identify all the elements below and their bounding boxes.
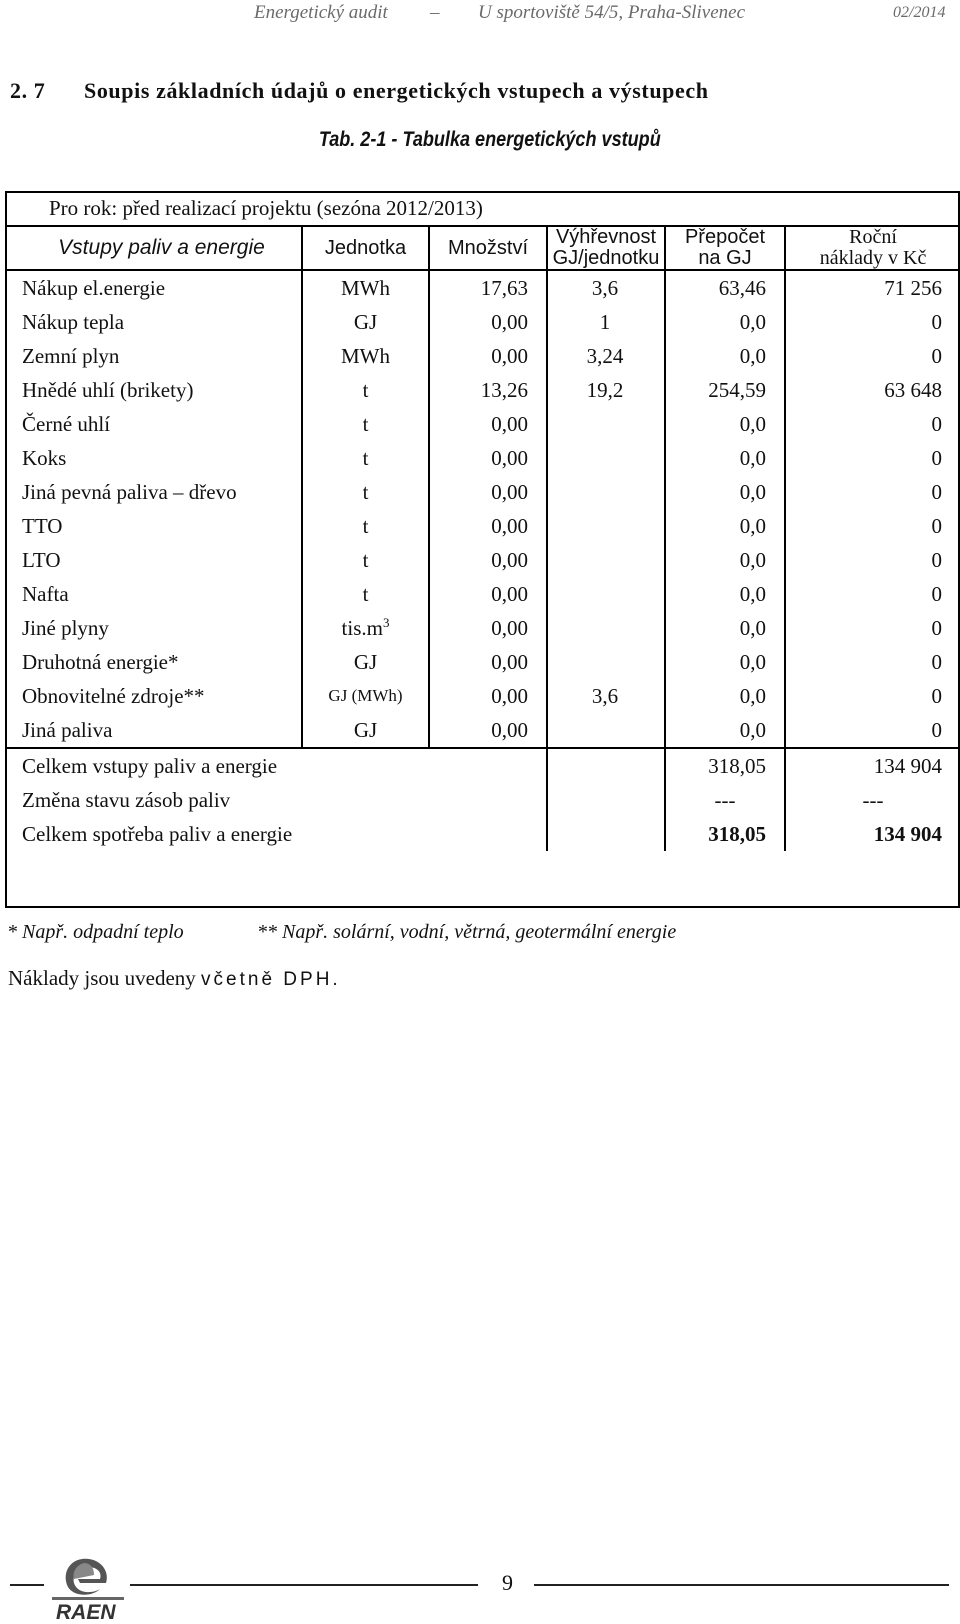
row-unit: GJ (MWh) [302,679,429,713]
row-unit: GJ [302,713,429,748]
row-gj: 0,0 [665,407,785,441]
row-heating-value: 3,6 [547,679,665,713]
total-gj: 318,05 [665,817,785,851]
row-heating-value [547,543,665,577]
row-heating-value: 19,2 [547,373,665,407]
row-cost: 71 256 [785,270,960,305]
row-cost: 0 [785,441,960,475]
row-gj: 0,0 [665,611,785,645]
row-unit: t [302,543,429,577]
row-cost: 0 [785,305,960,339]
row-gj: 0,0 [665,509,785,543]
svg-text:RAEN: RAEN [56,1601,116,1623]
col-header-annual-costs [785,226,960,270]
row-unit: GJ [302,645,429,679]
col-header-annual-costs-l2: náklady v Kč [819,247,927,269]
row-quantity: 0,00 [429,645,547,679]
row-cost: 0 [785,475,960,509]
row-cost: 0 [785,339,960,373]
row-quantity: 13,26 [429,373,547,407]
row-name: Obnovitelné zdroje** [22,683,205,708]
total-cost: --- [785,783,960,817]
table-caption-text: Tab. 2-1 - Tabulka energetických vstupů [319,128,661,151]
total-empty [547,817,665,851]
footer-rule-right [534,1584,949,1586]
row-heating-value: 1 [547,305,665,339]
col-header-heating-value [547,226,665,270]
row-unit: t [302,509,429,543]
row-quantity: 0,00 [429,305,547,339]
table-row [5,713,960,748]
table-row [5,441,960,475]
table-row [5,509,960,543]
row-gj: 0,0 [665,679,785,713]
row-gj: 0,0 [665,441,785,475]
row-heating-value [547,475,665,509]
row-quantity: 0,00 [429,577,547,611]
section-number: 2. 7 [10,78,46,103]
cost-note-suffix: včetně DPH. [201,969,341,990]
table-row [5,407,960,441]
row-unit: t [302,475,429,509]
col-header-annual-costs-l1: Roční [849,226,897,248]
row-unit: GJ [302,305,429,339]
col-header-gj-l1: Přepočet [684,226,766,248]
row-cost: 0 [785,713,960,748]
row-name: Koks [22,445,67,470]
table-row [5,543,960,577]
section-title: Soupis základních údajů o energetických vstupech a výstupech [84,78,709,103]
total-name: Změna stavu zásob paliv [22,787,231,812]
raen-logo [48,1553,130,1623]
total-cost: 134 904 [785,748,960,783]
row-quantity: 0,00 [429,679,547,713]
total-gj: 318,05 [665,748,785,783]
row-heating-value: 3,6 [547,270,665,305]
row-heating-value [547,441,665,475]
footer-rule-left [10,1584,44,1586]
footnote-renewables: ** Např. solární, vodní, větrná, geotermální energie [257,921,677,943]
row-gj: 0,0 [665,645,785,679]
row-unit: t [302,373,429,407]
header-title: Energetický audit [254,2,388,23]
page-number: 9 [502,1570,513,1595]
row-quantity: 0,00 [429,475,547,509]
header-date: 02/2014 [893,4,946,21]
row-quantity: 0,00 [429,713,547,748]
row-gj: 0,0 [665,305,785,339]
table-row [5,645,960,679]
row-gj: 0,0 [665,339,785,373]
table-row [5,475,960,509]
row-name: Nákup tepla [22,309,125,334]
row-name: Hnědé uhlí (brikety) [22,377,194,402]
footer-rule-middle [130,1584,478,1586]
row-unit: t [302,407,429,441]
total-empty [547,783,665,817]
row-unit: MWh [302,339,429,373]
row-cost: 0 [785,407,960,441]
total-row [5,817,960,851]
row-quantity: 0,00 [429,407,547,441]
row-heating-value [547,611,665,645]
row-unit: t [302,441,429,475]
row-heating-value [547,577,665,611]
row-cost: 63 648 [785,373,960,407]
row-gj: 63,46 [665,270,785,305]
row-unit: t [302,577,429,611]
cost-note-prefix: Náklady jsou uvedeny [8,966,196,990]
row-unit [302,611,429,645]
cost-note [8,966,341,991]
row-gj: 254,59 [665,373,785,407]
header-row [5,226,960,270]
row-cost: 0 [785,543,960,577]
table-row [5,611,960,645]
row-quantity: 0,00 [429,611,547,645]
col-header-heating-value-l2: GJ/jednotku [552,247,660,269]
row-name: Jiné plyny [22,615,109,640]
col-header-quantity: Množství [429,226,547,270]
year-row [5,191,960,226]
section-heading [10,78,709,104]
row-cost: 0 [785,611,960,645]
col-header-inputs: Vstupy paliv a energie [5,226,302,270]
row-gj: 0,0 [665,475,785,509]
row-cost: 0 [785,577,960,611]
col-header-gj [665,226,785,270]
row-name: Druhotná energie* [22,649,179,674]
table-row [5,679,960,713]
row-name: TTO [22,513,63,538]
row-name: Nafta [22,581,69,606]
row-name: Jiná paliva [22,717,113,742]
row-gj: 0,0 [665,713,785,748]
header-dash: – [430,2,440,23]
year-label: Pro rok: před realizací projektu (sezóna 2012/2013) [5,191,960,226]
row-heating-value [547,407,665,441]
row-cost: 0 [785,679,960,713]
table-row [5,577,960,611]
total-cost: 134 904 [785,817,960,851]
row-unit: MWh [302,270,429,305]
row-name: Jiná pevná paliva – dřevo [22,479,237,504]
page-header [0,0,960,24]
row-quantity: 0,00 [429,339,547,373]
header-address: U sportoviště 54/5, Praha-Slivenec [478,2,746,23]
table-row [5,373,960,407]
total-empty [547,748,665,783]
row-unit-superscript: 3 [382,615,390,630]
row-heating-value [547,645,665,679]
total-row [5,783,960,817]
row-quantity: 0,00 [429,509,547,543]
table-row [5,270,960,305]
col-header-unit: Jednotka [302,226,429,270]
footnote-waste-heat: * Např. odpadní teplo [7,921,184,943]
table-row [5,305,960,339]
table-row [5,339,960,373]
total-row [5,748,960,783]
total-name: Celkem spotřeba paliv a energie [22,821,293,846]
energy-inputs-table [5,191,960,851]
row-name: Černé uhlí [22,411,111,436]
row-name: Nákup el.energie [22,275,166,300]
row-quantity: 17,63 [429,270,547,305]
row-unit-base: tis.m [341,616,383,640]
row-gj: 0,0 [665,543,785,577]
total-gj: --- [665,783,785,817]
row-cost: 0 [785,645,960,679]
col-header-gj-l2: na GJ [698,247,752,269]
row-name: Zemní plyn [22,343,120,368]
row-gj: 0,0 [665,577,785,611]
table-caption [0,128,960,152]
row-quantity: 0,00 [429,441,547,475]
col-header-heating-value-l1: Výhřevnost [555,226,657,248]
row-name: LTO [22,547,61,572]
row-cost: 0 [785,509,960,543]
row-heating-value [547,713,665,748]
row-heating-value [547,509,665,543]
total-name: Celkem vstupy paliv a energie [5,748,547,783]
row-heating-value: 3,24 [547,339,665,373]
row-quantity: 0,00 [429,543,547,577]
